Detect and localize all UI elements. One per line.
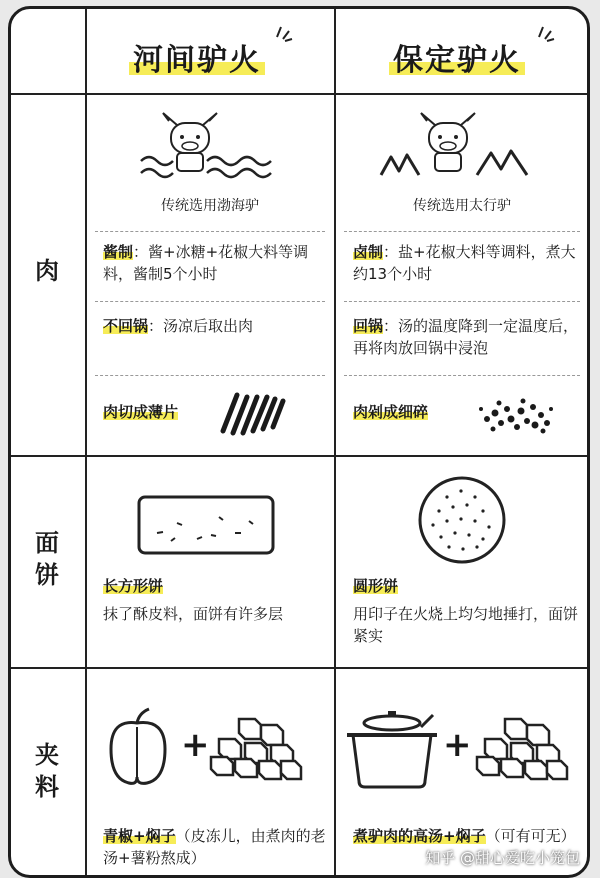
bread-desc-left: 抹了酥皮料，面饼有许多层	[103, 605, 284, 623]
comparison-card	[8, 6, 590, 878]
watermark: 知乎 @甜心爱吃小笼包	[425, 849, 580, 867]
filling-desc-left: 青椒+焖子（皮冻儿，由煮肉的老汤+薯粉熬成）	[103, 827, 326, 867]
dashed-divider	[95, 375, 325, 376]
plus-sign-right: +	[443, 725, 472, 765]
repot-method-right: 回锅：汤的温度降到一定温度后，再将肉放回锅中浸泡	[353, 317, 579, 357]
jelly-cubes-icon	[475, 715, 569, 779]
braise-method-right: 卤制：盐+花椒大料等调料，煮大约13个小时	[353, 243, 576, 283]
bread-shape-left: 长方形饼	[103, 577, 164, 595]
cut-method-left: 肉切成薄片	[103, 403, 179, 421]
row-label-bread: 面饼	[35, 529, 59, 589]
cut-method-right: 肉剁成细碎	[353, 403, 429, 421]
sparkle-icon	[273, 23, 293, 43]
grid-divider	[11, 93, 587, 95]
dashed-divider	[95, 301, 325, 302]
donkey-breed-right: 传统选用太行驴	[413, 198, 511, 214]
plus-sign-left: +	[181, 725, 210, 765]
jelly-cubes-icon	[209, 715, 303, 779]
filling-desc-right: 煮驴肉的高汤+焖子（可有可无）	[353, 827, 576, 845]
donkey-in-mountains-illustration	[379, 113, 529, 187]
dashed-divider	[344, 301, 580, 302]
row-label-meat: 肉	[35, 257, 59, 285]
braise-method-left: 酱制：酱+冰糖+花椒大料等调料，酱制5个小时	[103, 243, 309, 283]
repot-method-left: 不回锅：汤凉后取出肉	[103, 317, 254, 335]
donkey-on-waves-illustration	[141, 113, 271, 187]
sparkle-icon	[535, 23, 555, 43]
soup-pot-icon	[347, 709, 437, 789]
grid-divider	[334, 9, 336, 875]
rectangular-bread-illustration	[137, 495, 277, 557]
dashed-divider	[344, 231, 580, 232]
sliced-meat-icon	[217, 391, 287, 435]
column-title-hejian: 河间驴火	[129, 35, 265, 79]
dashed-divider	[95, 231, 325, 232]
bread-shape-right: 圆形饼	[353, 577, 399, 595]
donkey-breed-left: 传统选用渤海驴	[161, 198, 259, 214]
grid-divider	[85, 9, 87, 875]
minced-meat-icon	[477, 395, 557, 435]
column-title-baoding: 保定驴火	[389, 35, 525, 79]
row-label-filling: 夹料	[35, 741, 59, 801]
bread-desc-right: 用印子在火烧上均匀地捶打，面饼紧实	[353, 605, 579, 645]
grid-divider	[11, 455, 587, 457]
dashed-divider	[344, 375, 580, 376]
round-bread-illustration	[417, 475, 507, 565]
grid-divider	[11, 667, 587, 669]
green-pepper-icon	[107, 707, 169, 785]
